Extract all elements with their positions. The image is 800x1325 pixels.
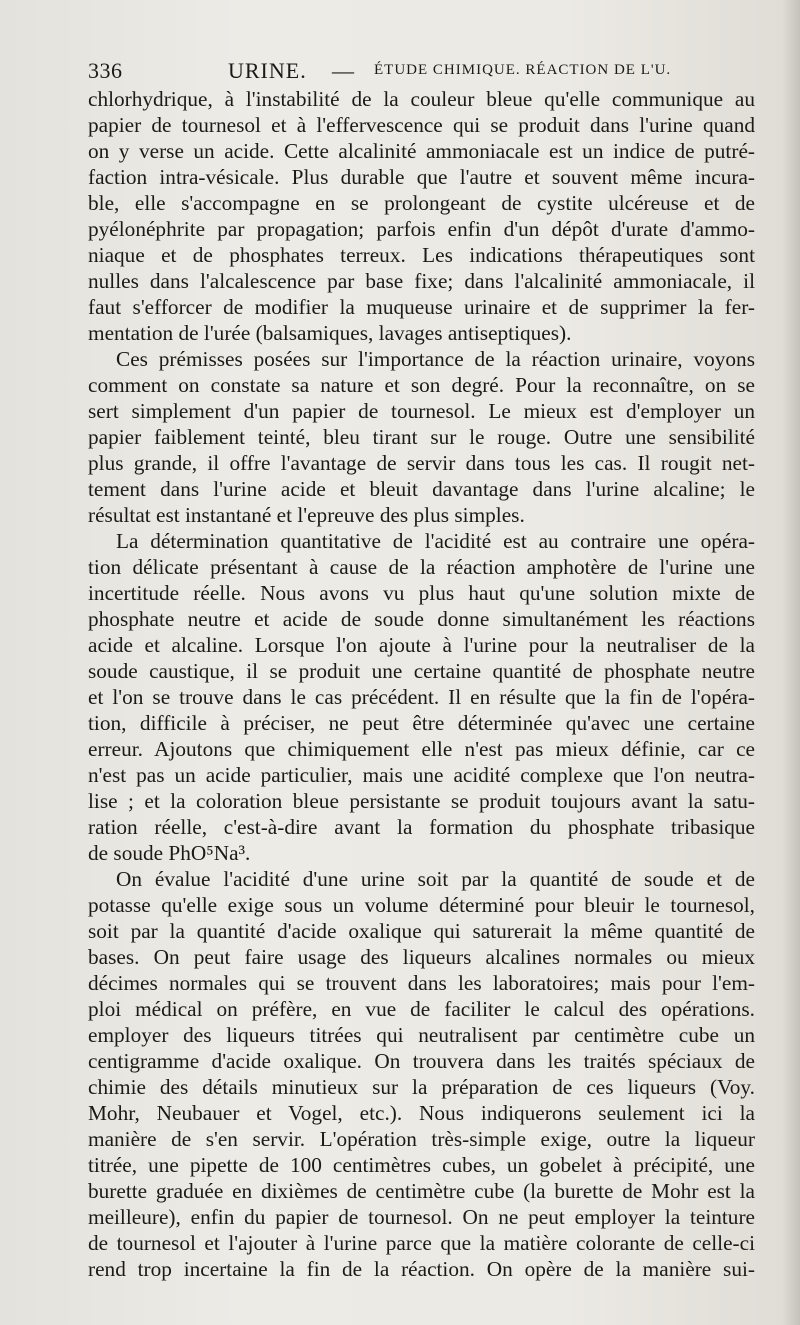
running-title: URINE. — [228, 58, 307, 83]
text-line: titrée, une pipette de 100 centimètres cubes, un gobelet à précipité, une — [88, 1153, 755, 1177]
text-line: pyélonéphrite par propagation; parfois enfin d'un dépôt d'urate d'ammo- — [88, 217, 755, 241]
text-line: incertitude réelle. Nous avons vu plus haut qu'une solution mixte de — [88, 581, 755, 605]
text-line: centigramme d'acide oxalique. On trouvera dans les traités spéciaux de — [88, 1049, 755, 1073]
text-line: chimie des détails minutieux sur la préparation de ces liqueurs (Voy. — [88, 1075, 755, 1099]
text-line: tion délicate présentant à cause de la réaction amphotère de l'urine une — [88, 555, 755, 579]
text-line: chlorhydrique, à l'instabilité de la couleur bleue qu'elle communique au — [88, 87, 755, 111]
text-line: mentation de l'urée (balsamiques, lavages antiseptiques). — [88, 321, 572, 345]
text-line: employer des liqueurs titrées qui neutralisent par centimètre cube un — [88, 1023, 755, 1047]
text-line: On évalue l'acidité d'une urine soit par la quantité de soude et de — [116, 867, 755, 891]
text-line: faut s'efforcer de modifier la muqueuse urinaire et de supprimer la fer- — [88, 295, 755, 319]
text-line: manière de s'en servir. L'opération très-simple exige, outre la liqueur — [88, 1127, 755, 1151]
text-line: soit par la quantité d'acide oxalique qui saturerait la même quantité de — [88, 919, 755, 943]
text-line: plus grande, il offre l'avantage de servir dans tous les cas. Il rougit net- — [88, 451, 755, 475]
text-line: décimes normales qui se trouvent dans les laboratoires; mais pour l'em- — [88, 971, 755, 995]
text-line: erreur. Ajoutons que chimiquement elle n'est pas mieux définie, car ce — [88, 737, 755, 761]
text-line: sert simplement d'un papier de tournesol. Le mieux est d'employer un — [88, 399, 755, 423]
running-title-separator: — — [332, 58, 354, 83]
text-line: ble, elle s'accompagne en se prolongeant de cystite ulcéreuse et de — [88, 191, 755, 215]
text-line: de tournesol et l'ajouter à l'urine parce que la matière colorante de celle-ci — [88, 1231, 755, 1255]
text-line: bases. On peut faire usage des liqueurs alcalines normales ou mieux — [88, 945, 755, 969]
text-line: papier de tournesol et à l'effervescence qui se produit dans l'urine quand — [88, 113, 755, 137]
text-line: nulles dans l'alcalescence par base fixe; dans l'alcalinité ammoniacale, il — [88, 269, 755, 293]
text-line: papier faiblement teinté, bleu tirant sur le rouge. Outre une sensibilité — [88, 425, 755, 449]
text-line: rend trop incertaine la fin de la réaction. On opère de la manière sui- — [88, 1257, 755, 1281]
text-line: meilleure), enfin du papier de tournesol. On ne peut employer la teinture — [88, 1205, 755, 1229]
text-line: et l'on se trouve dans le cas précédent. Il en résulte que la fin de l'opéra- — [88, 685, 755, 709]
text-line: niaque et de phosphates terreux. Les indications thérapeutiques sont — [88, 243, 755, 267]
scan-page-edge — [782, 0, 800, 1325]
text-line: tion, difficile à préciser, ne peut être déterminée qu'avec une certaine — [88, 711, 755, 735]
text-line: soude caustique, il se produit une certaine quantité de phosphate neutre — [88, 659, 755, 683]
text-line: Mohr, Neubauer et Vogel, etc.). Nous indiquerons seulement ici la — [88, 1101, 755, 1125]
page-number: 336 — [88, 58, 123, 83]
text-line: lise ; et la coloration bleue persistante se produit toujours avant la satu- — [88, 789, 755, 813]
text-line: phosphate neutre et acide de soude donne simultanément les réactions — [88, 607, 755, 631]
text-line: ploi médical on préfère, en vue de faciliter le calcul des opérations. — [88, 997, 755, 1021]
text-line: n'est pas un acide particulier, mais une acidité complexe que l'on neutra- — [88, 763, 755, 787]
text-line: résultat est instantané et l'epreuve des plus simples. — [88, 503, 525, 527]
text-line: Ces prémisses posées sur l'importance de la réaction urinaire, voyons — [116, 347, 755, 371]
body-text — [88, 86, 755, 1282]
text-line: acide et alcaline. Lorsque l'on ajoute à l'urine pour la neutraliser de la — [88, 633, 755, 657]
text-line: on y verse un acide. Cette alcalinité ammoniacale est un indice de putré- — [88, 139, 755, 163]
text-line: de soude PhO⁵Na³. — [88, 841, 251, 865]
text-line: ration réelle, c'est-à-dire avant la formation du phosphate tribasique — [88, 815, 755, 839]
text-line: comment on constate sa nature et son degré. Pour la reconnaître, on se — [88, 373, 755, 397]
text-line: faction intra-vésicale. Plus durable que l'autre et souvent même incura- — [88, 165, 755, 189]
text-line: potasse qu'elle exige sous un volume déterminé pour bleuir le tournesol, — [88, 893, 755, 917]
text-line: La détermination quantitative de l'acidité est au contraire une opéra- — [116, 529, 755, 553]
running-subtitle: ÉTUDE CHIMIQUE. RÉACTION DE L'U. — [374, 62, 672, 78]
text-line: burette graduée en dixièmes de centimètre cube (la burette de Mohr est la — [88, 1179, 755, 1203]
text-line: tement dans l'urine acide et bleuit davantage dans l'urine alcaline; le — [88, 477, 755, 501]
